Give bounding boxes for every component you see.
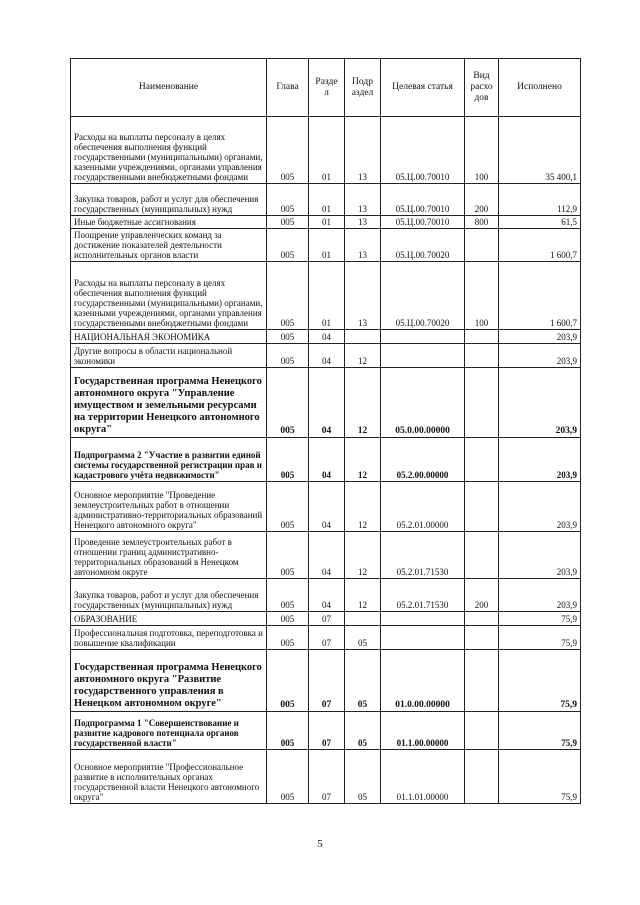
row-executed: 75,9 — [499, 750, 581, 804]
row-subsection: 13 — [345, 117, 381, 184]
row-chapter: 005 — [267, 344, 309, 368]
row-expense-type: 200 — [465, 184, 499, 216]
row-subsection: 12 — [345, 438, 381, 482]
table-row — [71, 216, 581, 229]
row-executed: 75,9 — [499, 650, 581, 712]
row-section: 01 — [309, 216, 345, 229]
row-executed: 203,9 — [499, 330, 581, 344]
row-executed: 35 400,1 — [499, 117, 581, 184]
header-expense-type: Вид расхо дов — [465, 59, 499, 117]
row-target: 05.2.01.00000 — [381, 482, 465, 532]
header-subsection: Подр аздел — [345, 59, 381, 117]
row-section: 01 — [309, 229, 345, 262]
header-name: Наименование — [71, 59, 267, 117]
table-row — [71, 117, 581, 184]
row-target: 05.2.00.00000 — [381, 438, 465, 482]
row-target: 05.2.01.71530 — [381, 532, 465, 579]
table-row — [71, 229, 581, 262]
row-name: Иные бюджетные ассигнования — [71, 216, 267, 229]
row-name: Закупка товаров, работ и услуг для обеспечения государственных (муниципальных) нужд — [71, 184, 267, 216]
row-executed: 203,9 — [499, 482, 581, 532]
table-row — [71, 262, 581, 330]
table-row — [71, 532, 581, 579]
row-chapter: 005 — [267, 216, 309, 229]
row-chapter: 005 — [267, 330, 309, 344]
row-chapter: 005 — [267, 750, 309, 804]
row-subsection: 13 — [345, 216, 381, 229]
row-target: 05.Ц.00.70020 — [381, 229, 465, 262]
row-expense-type — [465, 344, 499, 368]
row-executed: 203,9 — [499, 368, 581, 438]
row-name: Подпрограмма 1 "Совершенствование и развитие кадрового потенциала органов государственной власти" — [71, 712, 267, 750]
row-chapter: 005 — [267, 368, 309, 438]
row-name: Расходы на выплаты персоналу в целях обеспечения выполнения функций государственными (муниципальными) органами, казенными учреждениями, органами управления государственными внебюджетными фондами — [71, 117, 267, 184]
row-name: НАЦИОНАЛЬНАЯ ЭКОНОМИКА — [71, 330, 267, 344]
row-name: Другие вопросы в области национальной экономики — [71, 344, 267, 368]
row-expense-type — [465, 482, 499, 532]
row-target — [381, 330, 465, 344]
row-expense-type — [465, 330, 499, 344]
table-row — [71, 712, 581, 750]
header-chapter: Глава — [267, 59, 309, 117]
row-executed: 1 600,7 — [499, 262, 581, 330]
row-subsection — [345, 612, 381, 626]
row-subsection: 12 — [345, 344, 381, 368]
row-expense-type — [465, 438, 499, 482]
row-target: 05.Ц.00.70010 — [381, 184, 465, 216]
row-target: 01.1.01.00000 — [381, 750, 465, 804]
row-chapter: 005 — [267, 612, 309, 626]
header-target: Целевая статья — [381, 59, 465, 117]
row-name: Государственная программа Ненецкого автономного округа "Управление имуществом и земельными ресурсами на территории Ненецкого автономного округа" — [71, 368, 267, 438]
row-executed: 61,5 — [499, 216, 581, 229]
row-section: 04 — [309, 438, 345, 482]
row-target: 05.2.01.71530 — [381, 579, 465, 612]
row-chapter: 005 — [267, 262, 309, 330]
table-row — [71, 650, 581, 712]
row-section: 07 — [309, 626, 345, 650]
row-name: Проведение землеустроительных работ в отношении границ административно-территориальных образований в Ненецком автономном округе — [71, 532, 267, 579]
row-subsection: 13 — [345, 229, 381, 262]
row-expense-type: 800 — [465, 216, 499, 229]
row-chapter: 005 — [267, 482, 309, 532]
table-header-row — [71, 59, 581, 117]
row-subsection: 12 — [345, 482, 381, 532]
row-chapter: 005 — [267, 532, 309, 579]
row-section: 04 — [309, 330, 345, 344]
row-subsection: 12 — [345, 579, 381, 612]
row-name: Расходы на выплаты персоналу в целях обеспечения выполнения функций государственными (муниципальными) органами, казенными учреждениями, органами управления государственными внебюджетными фондами — [71, 262, 267, 330]
row-executed: 1 600,7 — [499, 229, 581, 262]
row-chapter: 005 — [267, 579, 309, 612]
row-chapter: 005 — [267, 626, 309, 650]
table-row — [71, 750, 581, 804]
row-subsection — [345, 330, 381, 344]
row-chapter: 005 — [267, 184, 309, 216]
row-target: 05.Ц.00.70020 — [381, 262, 465, 330]
row-name: ОБРАЗОВАНИЕ — [71, 612, 267, 626]
row-target: 05.Ц.00.70010 — [381, 216, 465, 229]
row-section: 04 — [309, 579, 345, 612]
row-section: 01 — [309, 117, 345, 184]
row-expense-type — [465, 650, 499, 712]
row-target: 01.1.00.00000 — [381, 712, 465, 750]
row-section: 04 — [309, 344, 345, 368]
row-section: 01 — [309, 184, 345, 216]
row-subsection: 12 — [345, 532, 381, 579]
table-row — [71, 482, 581, 532]
row-chapter: 005 — [267, 438, 309, 482]
table-row — [71, 612, 581, 626]
row-executed: 203,9 — [499, 438, 581, 482]
row-subsection: 13 — [345, 262, 381, 330]
row-executed: 203,9 — [499, 579, 581, 612]
table-row — [71, 626, 581, 650]
row-target: 01.0.00.00000 — [381, 650, 465, 712]
row-section: 07 — [309, 750, 345, 804]
row-expense-type — [465, 750, 499, 804]
row-name: Подпрограмма 2 "Участие в развитии единой системы государственной регистрации прав и кадастрового учёта недвижимости" — [71, 438, 267, 482]
row-expense-type: 100 — [465, 262, 499, 330]
row-subsection: 05 — [345, 650, 381, 712]
row-subsection: 12 — [345, 368, 381, 438]
row-name: Основное мероприятие "Проведение землеустроительных работ в отношении административно-территориальных образований Ненецкого автономного округа" — [71, 482, 267, 532]
row-chapter: 005 — [267, 650, 309, 712]
row-executed: 112,9 — [499, 184, 581, 216]
row-name: Государственная программа Ненецкого автономного округа "Развитие государственного управления в Ненецком автономном округе" — [71, 650, 267, 712]
row-subsection: 05 — [345, 626, 381, 650]
row-target: 05.Ц.00.70010 — [381, 117, 465, 184]
row-target — [381, 612, 465, 626]
header-section: Разде л — [309, 59, 345, 117]
table-row — [71, 579, 581, 612]
row-subsection: 13 — [345, 184, 381, 216]
row-expense-type — [465, 626, 499, 650]
row-executed: 75,9 — [499, 612, 581, 626]
row-section: 04 — [309, 532, 345, 579]
row-name: Закупка товаров, работ и услуг для обеспечения государственных (муниципальных) нужд — [71, 579, 267, 612]
header-executed: Исполнено — [499, 59, 581, 117]
table-row — [71, 184, 581, 216]
row-name: Основное мероприятие "Профессиональное развитие в исполнительных органах государственной власти Ненецкого автономного округа" — [71, 750, 267, 804]
row-expense-type — [465, 368, 499, 438]
row-executed: 203,9 — [499, 532, 581, 579]
row-subsection: 05 — [345, 750, 381, 804]
table-row — [71, 330, 581, 344]
row-expense-type: 200 — [465, 579, 499, 612]
row-section: 01 — [309, 262, 345, 330]
row-section: 07 — [309, 712, 345, 750]
row-target — [381, 626, 465, 650]
budget-table — [70, 58, 581, 804]
table-row — [71, 438, 581, 482]
row-section: 07 — [309, 612, 345, 626]
row-expense-type — [465, 612, 499, 626]
page-number: 5 — [317, 838, 323, 850]
row-executed: 75,9 — [499, 712, 581, 750]
table-row — [71, 344, 581, 368]
row-executed: 75,9 — [499, 626, 581, 650]
row-executed: 203,9 — [499, 344, 581, 368]
table-row — [71, 368, 581, 438]
row-target — [381, 344, 465, 368]
row-name: Профессиональная подготовка, переподготовка и повышение квалификации — [71, 626, 267, 650]
row-name: Поощрение управленческих команд за достижение показателей деятельности исполнительных органов власти — [71, 229, 267, 262]
row-expense-type — [465, 229, 499, 262]
row-chapter: 005 — [267, 229, 309, 262]
row-target: 05.0.00.00000 — [381, 368, 465, 438]
row-expense-type — [465, 712, 499, 750]
row-section: 07 — [309, 650, 345, 712]
row-expense-type: 100 — [465, 117, 499, 184]
row-subsection: 05 — [345, 712, 381, 750]
row-chapter: 005 — [267, 712, 309, 750]
row-section: 04 — [309, 368, 345, 438]
row-section: 04 — [309, 482, 345, 532]
row-expense-type — [465, 532, 499, 579]
row-chapter: 005 — [267, 117, 309, 184]
